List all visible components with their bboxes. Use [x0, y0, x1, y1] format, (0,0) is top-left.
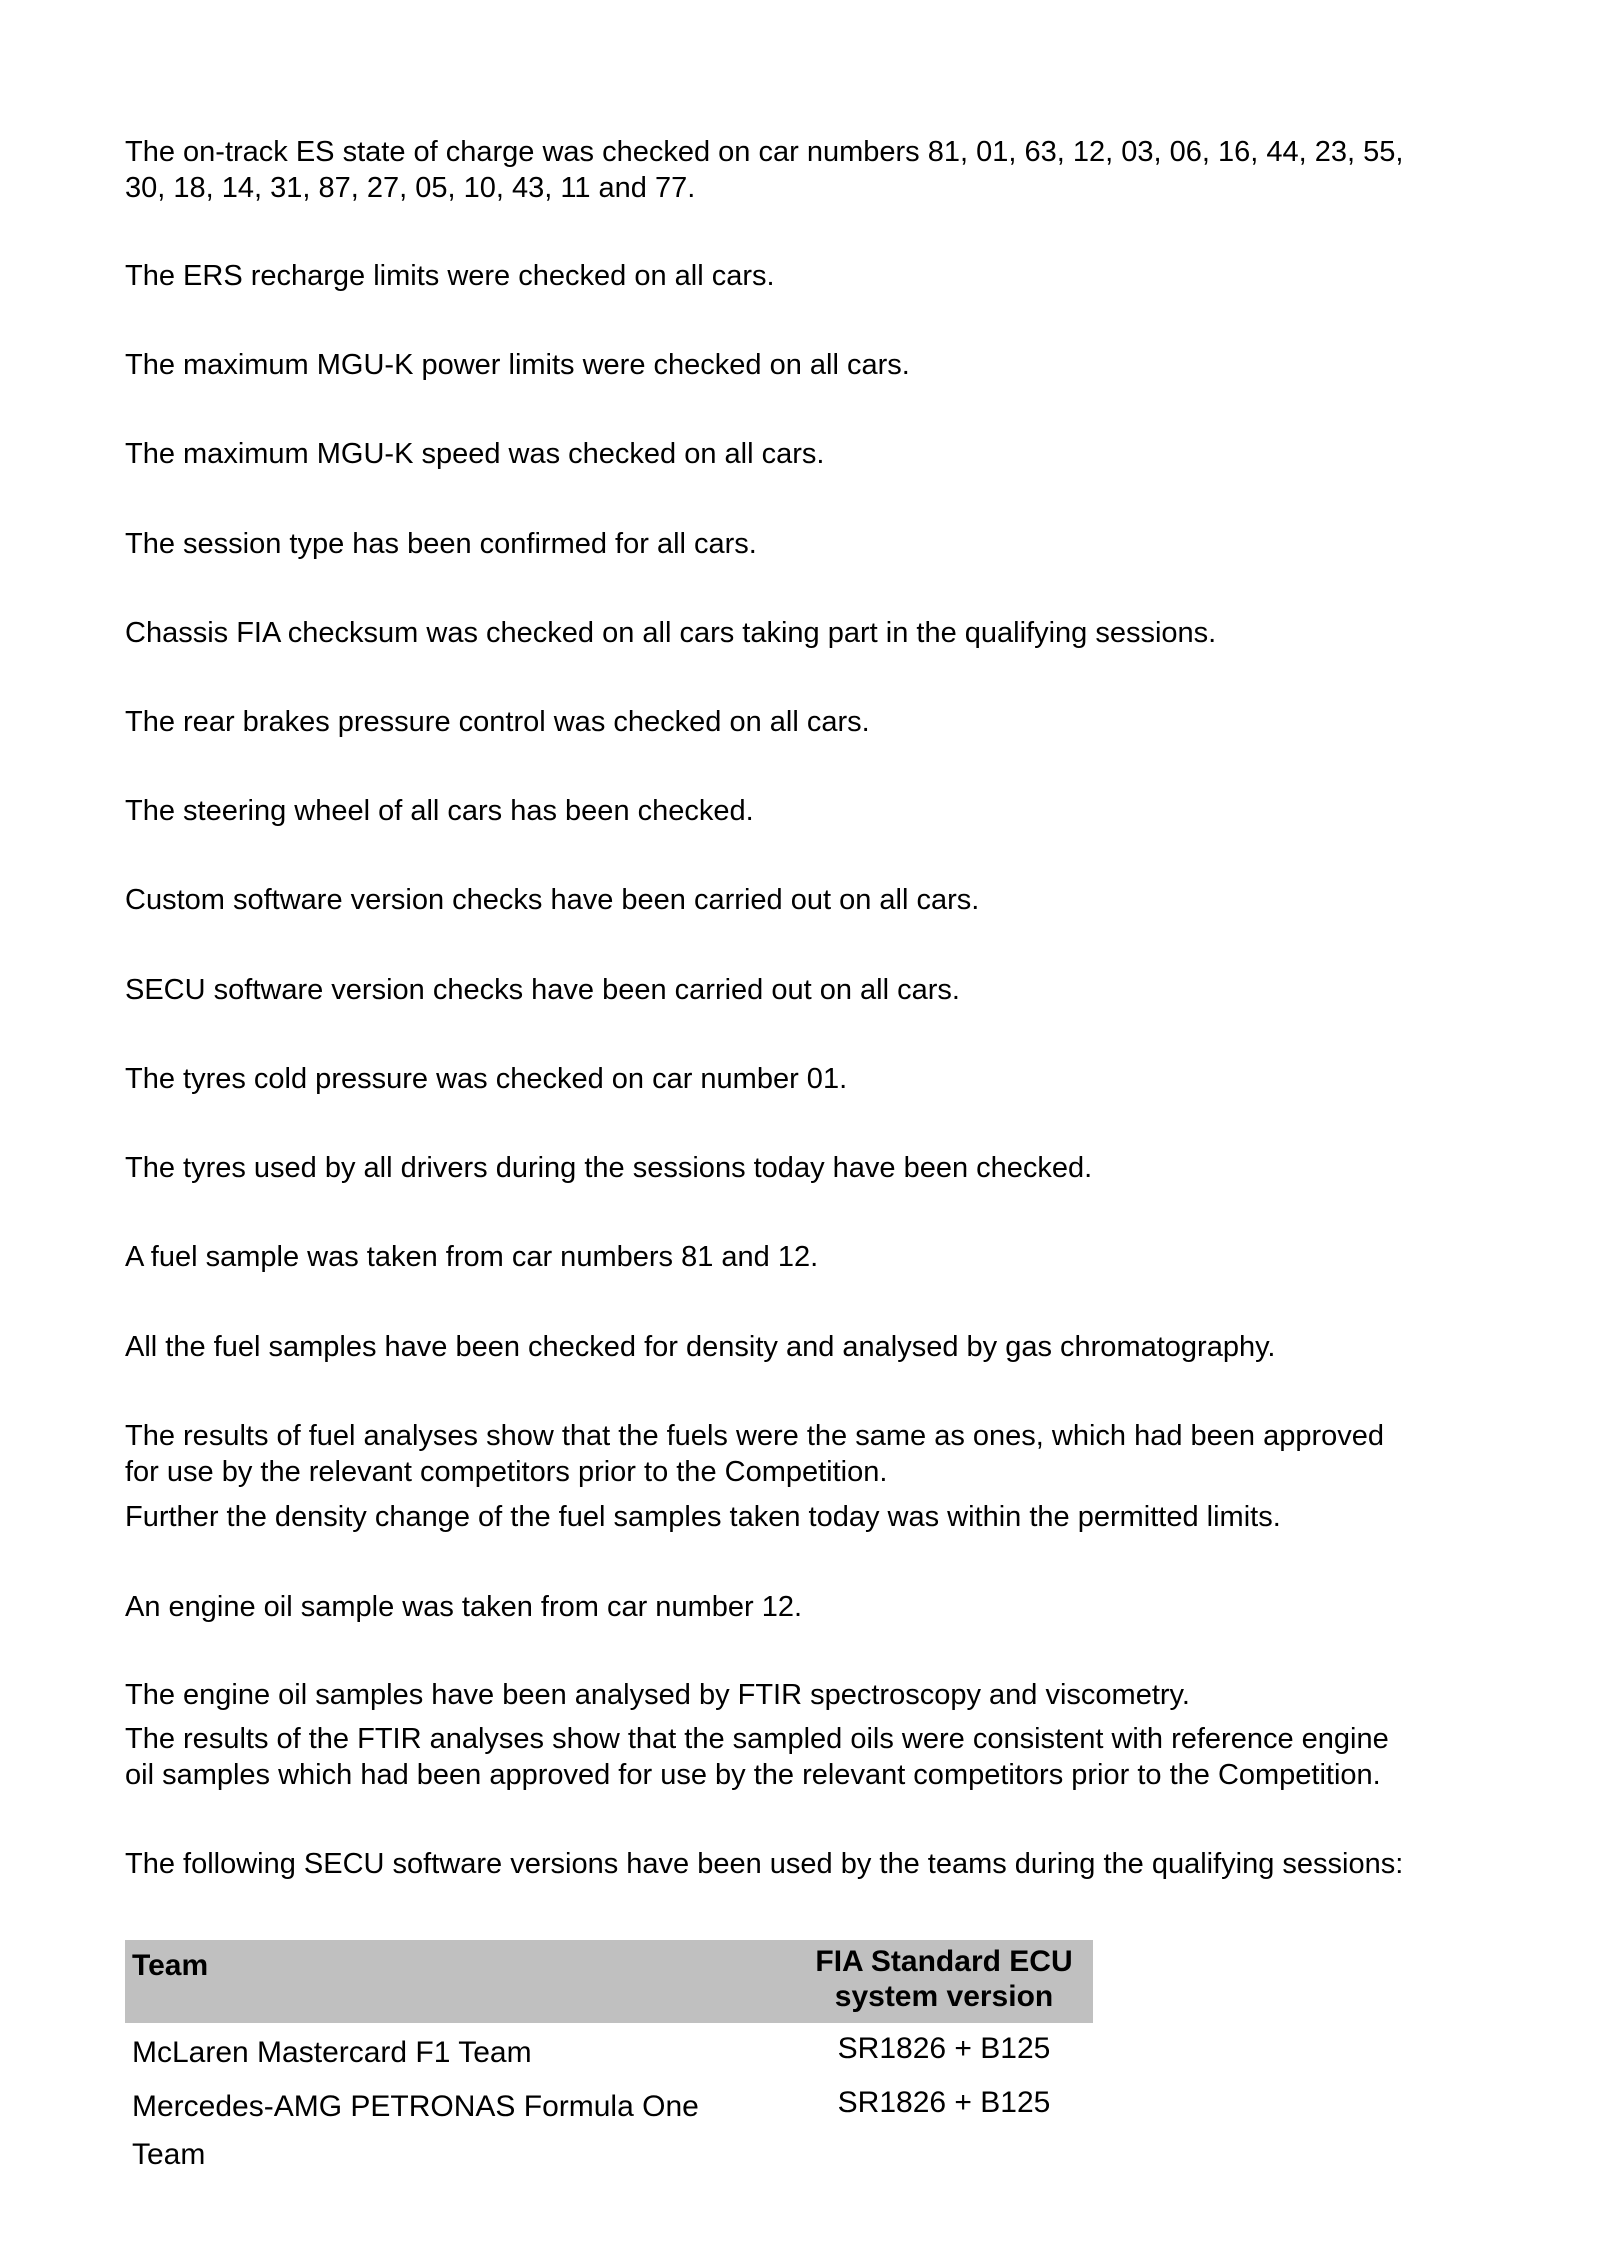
paragraph-secu-software: SECU software version checks have been carried out on all cars. — [125, 974, 960, 1006]
table-row — [125, 2079, 1093, 2179]
paragraph-mguk-speed: The maximum MGU-K speed was checked on all cars. — [125, 438, 825, 470]
paragraph-secu-versions-intro: The following SECU software versions have been used by the teams during the qualifying sessions: — [125, 1848, 1404, 1880]
table-header — [125, 1940, 1093, 2023]
paragraph-ftir-results: The results of the FTIR analyses show that the sampled oils were consistent with reference engine oil samples which had been approved for use by the relevant competitors prior to the Competition. — [125, 1723, 1389, 1791]
table-header-team: Team — [132, 1949, 209, 1982]
paragraph-tyres-used: The tyres used by all drivers during the sessions today have been checked. — [125, 1152, 1093, 1184]
paragraph-fuel-density-chromatography: All the fuel samples have been checked for density and analysed by gas chromatography. — [125, 1331, 1276, 1363]
table-row — [125, 2023, 1093, 2079]
paragraph-session-type: The session type has been confirmed for all cars. — [125, 528, 757, 560]
paragraph-rear-brakes: The rear brakes pressure control was checked on all cars. — [125, 706, 870, 738]
paragraph-fuel-density-change: Further the density change of the fuel samples taken today was within the permitted limits. — [125, 1501, 1281, 1533]
paragraph-engine-oil-sample: An engine oil sample was taken from car number 12. — [125, 1591, 803, 1623]
paragraph-fuel-sample: A fuel sample was taken from car numbers 81 and 12. — [125, 1241, 819, 1273]
secu-versions-table — [125, 1940, 1093, 2179]
paragraph-mguk-power: The maximum MGU-K power limits were checked on all cars. — [125, 349, 910, 381]
paragraph-ers-recharge: The ERS recharge limits were checked on all cars. — [125, 260, 775, 292]
paragraph-engine-oil-ftir: The engine oil samples have been analysed by FTIR spectroscopy and viscometry. — [125, 1679, 1190, 1711]
paragraph-tyres-cold-pressure: The tyres cold pressure was checked on car number 01. — [125, 1063, 848, 1095]
paragraph-es-state-of-charge: The on-track ES state of charge was checked on car numbers 81, 01, 63, 12, 03, 06, 16, 44, 23, 55, 30, 18, 14, 31, 87, 27, 05, 10, 43, 11 and 77. — [125, 136, 1404, 204]
paragraph-chassis-checksum: Chassis FIA checksum was checked on all cars taking part in the qualifying sessions. — [125, 617, 1217, 649]
paragraph-steering-wheel: The steering wheel of all cars has been checked. — [125, 795, 754, 827]
paragraph-custom-software: Custom software version checks have been carried out on all cars. — [125, 884, 980, 916]
table-cell-version: SR1826 + B125 — [837, 2032, 1051, 2065]
table-cell-team: McLaren Mastercard F1 Team — [132, 2036, 532, 2069]
table-header-ecu-version: FIA Standard ECU system version — [815, 1945, 1073, 2013]
table-cell-version: SR1826 + B125 — [837, 2086, 1051, 2119]
table-cell-team: Mercedes-AMG PETRONAS Formula One Team — [132, 2090, 699, 2171]
paragraph-fuel-analyses-results: The results of fuel analyses show that the fuels were the same as ones, which had been approved for use by the relevant competitors prior to the Competition. — [125, 1420, 1385, 1488]
